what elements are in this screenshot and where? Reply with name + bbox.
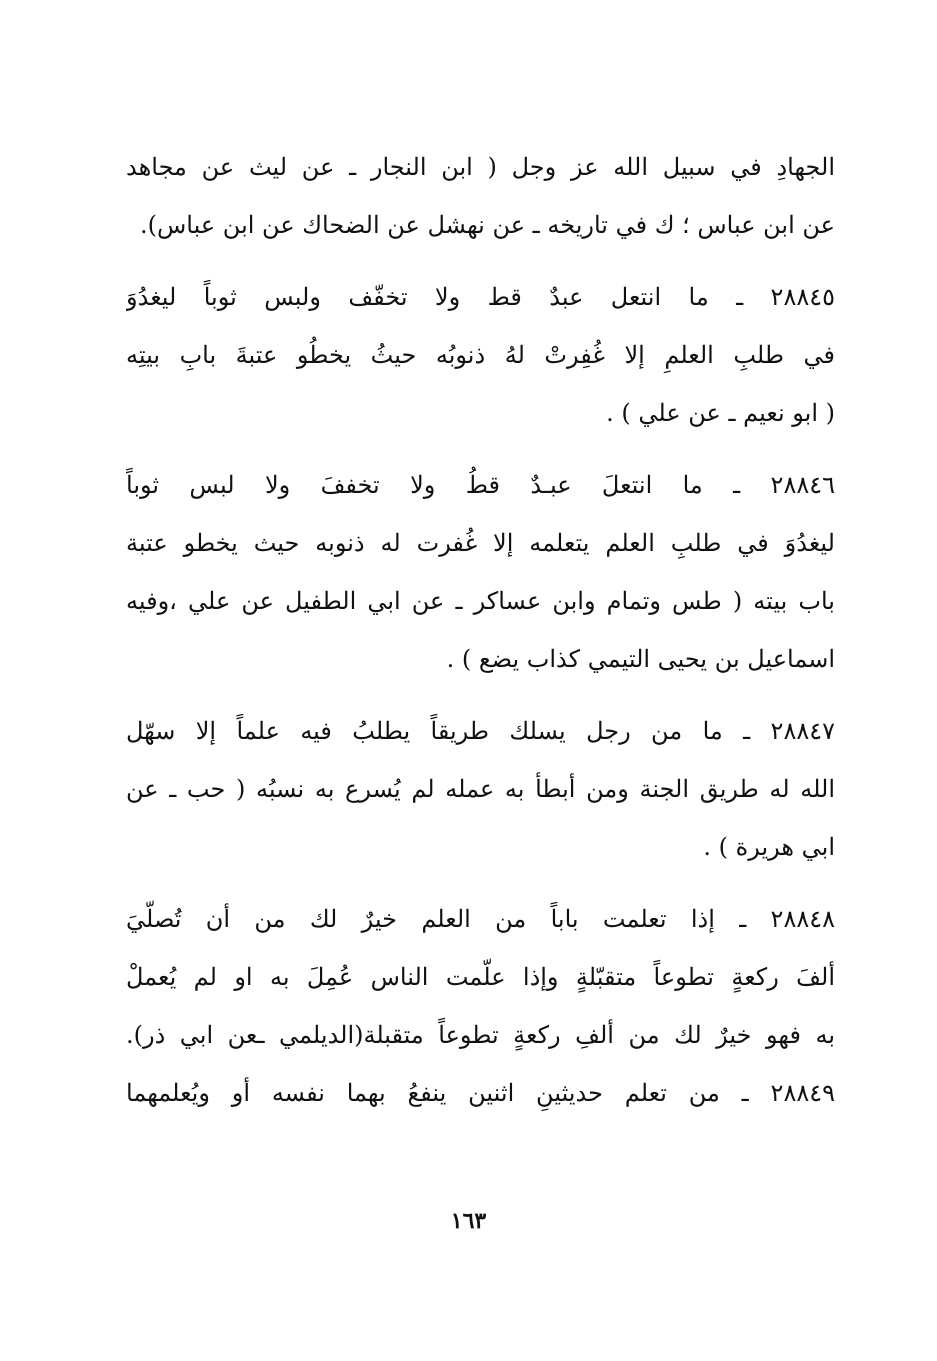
text-line: عن ابن عباس ؛ ك في تاريخه ـ عن نهشل عن الضحاك عن ابن عباس). xyxy=(140,211,835,239)
text-line: في طلبِ العلمِ إلا غُفِرتْ لهُ ذنوبُه حيثُ يخطُو عتبةَ بابِ بيتِه xyxy=(126,341,835,369)
text-line: ألفَ ركعةٍ تطوعاً متقبّلةٍ وإذا علّمت الناس عُمِلَ به او لم يُعملْ xyxy=(126,963,835,991)
page-number: ١٦٣ xyxy=(450,1208,487,1234)
text-line: ٢٨٨٤٧ ـ ما من رجل يسلك طريقاً يطلبُ فيه علماً إلا سهّل xyxy=(126,717,835,745)
hadith-28849 xyxy=(126,1064,835,1122)
text-line: ٢٨٨٤٨ ـ إذا تعلمت باباً من العلم خيرٌ لك من أن تُصلّيَ xyxy=(126,905,835,933)
hadith-28846 xyxy=(126,456,835,688)
text-line: اسماعيل بن يحيى التيمي كذاب يضع ) . xyxy=(446,645,835,673)
paragraph-continuation xyxy=(126,138,835,254)
hadith-28848 xyxy=(126,890,835,1064)
text-line: ٢٨٨٤٥ ـ ما انتعل عبدٌ قط ولا تخفّف ولبس ثوباً ليغدُوَ xyxy=(126,283,835,311)
hadith-28845 xyxy=(126,268,835,442)
text-line: الله له طريق الجنة ومن أبطأ به عمله لم يُسرع به نسبُه ( حب ـ عن xyxy=(126,775,835,803)
text-line: ٢٨٨٤٩ ـ من تعلم حديثينِ اثنين ينفعُ بهما نفسه أو ويُعلمهما xyxy=(126,1079,835,1107)
text-line: ليغدُوَ في طلبِ العلم يتعلمه إلا غُفرت له ذنوبه حيث يخطو عتبة xyxy=(126,529,835,557)
text-line: به فهو خيرٌ لك من ألفِ ركعةٍ تطوعاً متقبلة(الديلمي ـعن ابي ذر). xyxy=(126,1021,835,1049)
hadith-text-block xyxy=(126,138,835,1122)
text-line: ( ابو نعيم ـ عن علي ) . xyxy=(606,399,835,427)
text-line: الجهادِ في سبيل الله عز وجل ( ابن النجار ـ عن ليث عن مجاهد xyxy=(126,153,835,181)
hadith-28847 xyxy=(126,702,835,876)
text-line: باب بيته ( طس وتمام وابن عساكر ـ عن ابي الطفيل عن علي ،وفيه xyxy=(126,587,835,615)
text-line: ابي هريرة ) . xyxy=(703,833,835,861)
text-line: ٢٨٨٤٦ ـ ما انتعلَ عبـدٌ قطُ ولا تخففَ ولا لبس ثوباً xyxy=(126,471,835,499)
